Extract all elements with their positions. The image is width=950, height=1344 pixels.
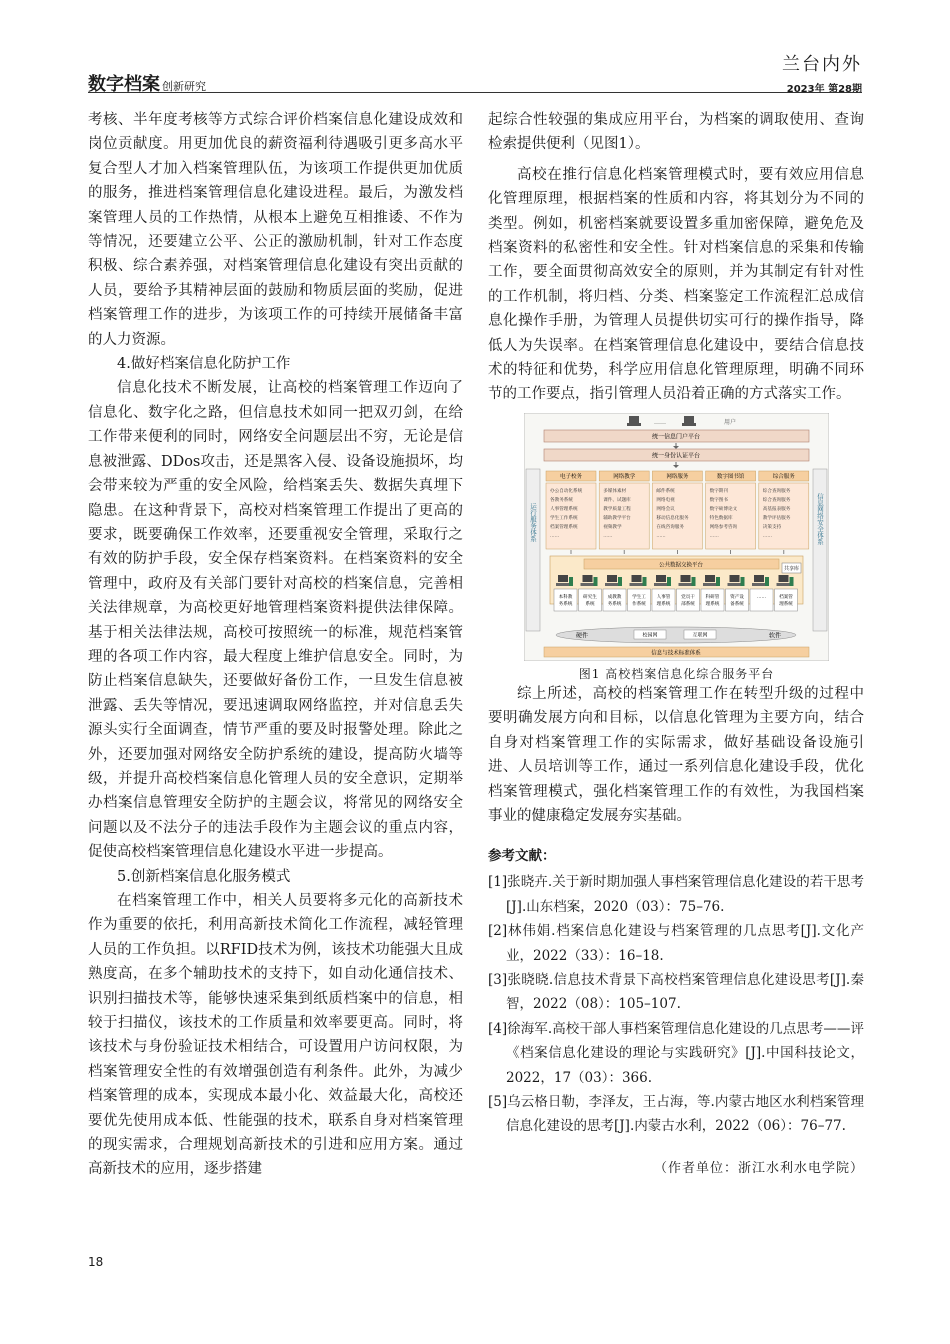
module-line: 特色数据库 [709,515,733,521]
reference-item: [3]张晓晓.信息技术背景下高校档案管理信息化建设思考[J].秦智，2022（08）：105–107. [488,971,864,1013]
device-icon [667,577,671,586]
system-box [726,589,749,611]
module-line: 辅助教学平台 [603,515,631,521]
system-label-line2: 理系统 [779,601,793,607]
module-line: 综合查询服务 [762,497,791,503]
issue-label: 2023年 第28期 [786,84,862,95]
module-line: 人事管理系统 [550,506,578,512]
computer-icon [583,575,593,582]
right-side-label: 信息网络安全体系 [816,492,824,545]
system-label: 成教教 [607,594,622,600]
system-label: 人事管 [656,594,671,600]
keyboard-icon [679,583,693,586]
platform-diagram [524,413,829,661]
internet-label: 互联网 [692,632,708,639]
module-line: 教学质量工程 [603,506,631,512]
brand-sub: 创新研究 [162,80,206,93]
system-label-line2: 部系统 [681,601,695,607]
references-title: 参考文献： [488,848,556,865]
users-dots: …… [654,418,666,426]
right-paragraph-3: 综上所述，高校的档案管理工作在转型升级的过程中要明确发展方向和目标，以信息化管理为主要方向，结合自身对档案管理工作的实际需求，做好基础设备设施引进、人员培训等工作，通过一系列信息化建设手段，优化档案管理模式，强化档案管理工作的有效性，为我国档案事业的健康稳定发展夯实基础。 [488,685,864,824]
module-line: 在线咨询服务 [656,524,684,530]
system-label: 学生工 [632,594,646,600]
system-label: …… [756,594,767,600]
system-box [603,589,626,611]
module-line: 课件、试题库 [603,497,631,503]
figure-1 [524,413,829,682]
auth-label: 统一身份认证平台 [651,452,701,460]
reference-item: [1]张晓卉.关于新时期加强人事档案管理信息化建设的若干思考[J].山东档案，2020（03）：75–76. [488,874,864,915]
keyboard-icon [581,583,595,586]
author-affiliation: （作者单位：浙江水利水电学院） [653,1160,864,1176]
computer-icon [558,575,568,582]
right-paragraph-1: 起综合性较强的集成应用平台，为档案的调取使用、查询检索提供便利（见图1）。 [488,112,864,153]
module-title: 数字图书馆 [716,473,745,480]
module-line: …… [603,533,613,539]
section-heading-5: 5.创新档案信息化服务模式 [117,868,291,885]
hardware-label: 硬件 [576,632,589,640]
module-line: …… [709,533,719,539]
keyboard-icon [654,583,668,586]
device-icon [765,577,769,586]
module-line: 邮件系统 [656,488,675,494]
computer-icon [730,575,740,582]
computer-icon [632,575,642,582]
keyboard-icon [752,583,766,586]
system-label: 研究生 [583,594,597,600]
module-line: 移动信息化服务 [656,515,689,521]
figure-caption: 图1 高校档案信息化综合服务平台 [578,666,775,681]
module-title: 综合服务 [772,473,795,480]
system-label: 党员干 [681,594,695,600]
device-icon [569,577,573,586]
section-heading-4: 4.做好档案信息化防护工作 [117,356,291,373]
module-line: 学生工作系统 [550,515,578,521]
left-column [88,108,463,1182]
computer-icon [705,575,715,582]
header-rule [88,92,862,93]
module-line: 视频教学 [603,524,622,530]
brand-main: 数字档案 [88,74,160,95]
keyboard-icon [728,583,742,586]
system-label-line2: 务系统 [558,601,573,607]
modules-group [546,471,809,554]
keyboard-icon [556,583,570,586]
system-label-line2: 备系统 [730,601,744,607]
system-box [579,589,602,611]
system-box [775,589,798,611]
right-column [488,108,864,1176]
module-title: 网络教学 [613,473,636,480]
system-box [628,589,651,611]
system-box [677,589,700,611]
portal-label: 统一信息门户平台 [651,433,701,441]
device-icon [741,577,745,586]
keyboard-icon [777,583,791,586]
device-icon [618,577,622,586]
device-icon [790,577,794,586]
system-label: 本科教 [558,594,573,600]
system-box [554,589,577,611]
campus-net-label: 校园网 [642,632,658,639]
module-line: 教学评估服务 [762,515,791,521]
left-paragraph-2: 信息化技术不断发展，让高校的档案管理工作迈向了信息化、数字化之路，但信息技术如同一把双刃剑，在给工作带来便利的同时，网络安全问题层出不穷，无论是信息被泄露、DDos攻击，还是黑客入侵、设备设施损坏，均会带来较为严重的安全风险，给档案丢失、数据失真埋下隐患。在这种背景下，高校对档案管理工作提出了更高的要求，既要确保工作效率，还要重视安全管理，采取行之有效的防护手段，安全保存档案资料。在档案资料的安全管理中，政府及有关部门要针对高校的档案信息，完善相关法律规章，为高校更好地管理档案资料提供法律保障。基于相关法律法规，高校可按照统一的标准，规范档案管理的各项工作内容，最大程度上维护信息安全。同时，为防止档案信息缺失，还要做好备份工作，一旦发生信息被泄露、丢失等情况，要迅速调取网络监控，并对信息丢失源头实行全面调查，情节严重的要及时报警处理。除此之外，还要加强对网络安全防护系统的建设，提高防火墙等级，并提升高校档案信息化管理人员的安全意识，定期举办档案信息管理安全防护的主题会议，将常见的网络安全问题以及不法分子的违法手段作为主题会议的重点内容，促使高校档案管理信息化建设水平进一步提高。 [88,380,463,861]
system-box [701,589,724,611]
references-list [488,870,864,1138]
left-paragraph-1: 考核、半年度考核等方式综合评价档案信息化建设成效和岗位贡献度。用更加优良的薪资福利待遇吸引更多高水平复合型人才加入档案管理队伍，为该项工作提供更加优质的服务，推进档案管理信息化建设进程。最后，为激发档案管理人员的工作热情，从根本上避免互相推诿、不作为等情况，还要建立公平、公正的激励机制，针对工作态度积极、综合素养强，对档案管理信息化建设有突出贡献的人员，要给予其精神层面的鼓励和物质层面的奖励，促进档案管理工作的进步，为该项工作的可持续开展储备丰富的人力资源。 [88,112,463,348]
system-label: 科研管 [705,594,720,600]
page-number: 18 [88,1255,104,1269]
module-line: 多媒体素材 [603,488,627,494]
module-line: 网络参考咨询 [709,524,738,530]
keyboard-icon [630,583,644,586]
system-label-line2: 理系统 [705,601,720,607]
module-line: 网络电视 [656,497,675,503]
computer-icon [754,575,764,582]
module-line: 档案管理系统 [550,524,578,530]
device-icon [594,577,598,586]
right-paragraph-2: 高校在推行信息化档案管理模式时，要有效应用信息化管理原理，根据档案的性质和内容，将其划分为不同的类型。例如，机密档案就要设置多重加密保障，避免危及档案资料的私密性和安全性。针对档案信息的采集和传输工作，要全面贯彻高效安全的原则，并为其制定有针对性的工作机制，将归档、分类、档案鉴定工作流程汇总成信息化操作手册，为管理人员提供切实可行的操作指导，降低人为失误率。在档案管理信息化建设中，要结合信息技术的特征和优势，科学应用信息化管理原理，明确不同环节的工作要点，指引管理人员沿着正确的方式落实工作。 [488,166,864,403]
system-label-line2: 系统 [585,601,595,607]
left-side-bar [526,469,540,631]
reference-item: [4]徐海军.高校干部人事档案管理信息化建设的几点思考——评《档案信息化建设的理论与实践研究》[J].中国科技论文，2022，17（03）：366. [488,1020,864,1086]
module-line: 综合查询服务 [762,488,791,494]
system-label-line2: 作系统 [632,601,646,607]
left-paragraph-3: 在档案管理工作中，相关人员要将多元化的高新技术作为重要的依托，利用高新技术简化工作流程，减轻管理人员的工作负担。以RFID技术为例，该技术功能强大且成熟度高，在多个辅助技术的支持下，如自动化通信技术、识别扫描技术等，能够快速采集到纸质档案中的信息，相较于扫描仪，该技术的工作质量和效率要更高。同时，将该技术与身份验证技术相结合，可设置用户访问权限，为档案管理安全性的有效增强创造有利条件。此外，为减少档案管理的成本，实现成本最小化、效益最大化，高校还要优先使用成本低、性能强的技术，联系自身对档案管理的现实需求，合理规划高新技术的引进和应用方案。通过高新技术的应用，逐步搭建 [88,893,463,1178]
computer-icon [681,575,691,582]
header-right [782,50,862,95]
infrastructure-ellipse [556,627,796,643]
reference-item: [5]乌云格日勒，李泽友，王占海，等.内蒙古地区水利档案管理信息化建设的思考[J].内蒙古水利，2022（06）：76–77. [488,1093,864,1135]
computer-icon [779,575,789,582]
module-line: 网络会议 [656,506,675,512]
device-icon [716,577,720,586]
computer-icon [656,575,666,582]
module-line: …… [656,533,666,539]
system-label-line2: 务系统 [607,601,622,607]
module-line: …… [762,533,772,539]
system-label: 档案管 [779,594,793,600]
users-label: 用户 [724,418,737,426]
column-name: 兰台内外 [782,54,862,75]
device-icon [692,577,696,586]
system-label: 资产设 [730,594,744,600]
module-line: 各教务系统 [550,497,573,503]
module-line: 办公自动化系统 [550,488,583,494]
module-line: …… [550,533,560,539]
module-title: 电子校务 [559,473,583,480]
module-line: 决策支持 [762,524,782,530]
system-label-line2: 理系统 [656,601,671,607]
module-line: 数字期刊 [709,488,728,494]
module-title: 网络服务 [666,473,689,480]
standards-label: 信息与技术标准体系 [651,650,701,657]
computer-icon [607,575,617,582]
keyboard-icon [605,583,619,586]
module-line: 数字图书 [709,497,728,503]
device-icon [643,577,647,586]
reference-item: [2]林伟娟.档案信息化建设与档案管理的几点思考[J].文化产业，2022（33）：16–18. [488,923,864,964]
keyboard-icon [703,583,717,586]
module-line: 数字硕博论文 [709,506,738,512]
software-label: 软件 [769,632,782,640]
module-line: 高基报表服务 [762,506,791,512]
sharedb-label: 共享库 [783,565,800,572]
system-box [750,589,773,611]
system-box [652,589,675,611]
left-side-label: 运行服务体系 [529,502,537,542]
exchange-label: 公共数据交换平台 [658,562,704,569]
